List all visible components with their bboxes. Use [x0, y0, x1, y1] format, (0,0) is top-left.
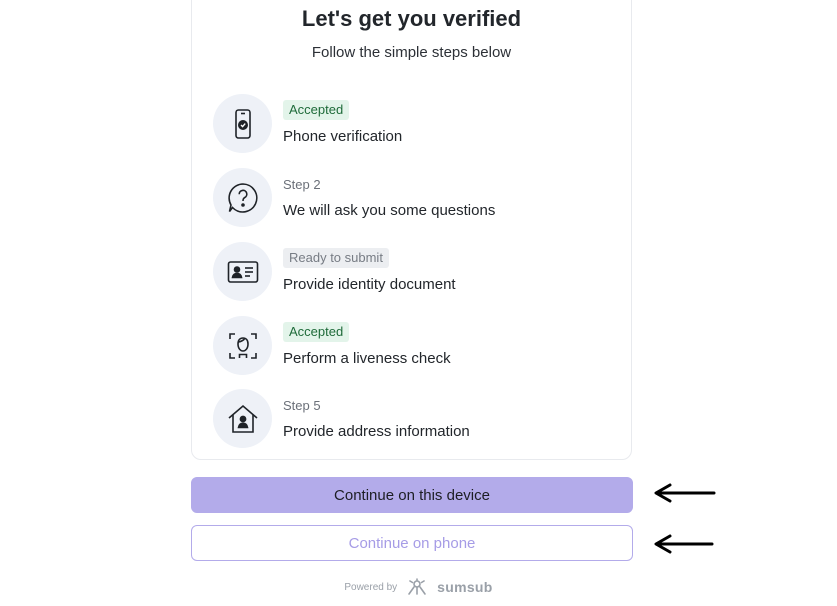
step-questions[interactable] [213, 168, 613, 228]
page-title: Let's get you verified [301, 6, 522, 31]
continue-on-this-device-button[interactable]: Continue on this device [191, 477, 633, 513]
verification-card [191, 0, 632, 460]
step-name: Provide address information [283, 423, 470, 440]
status-badge-ready: Ready to submit [283, 248, 389, 268]
sumsub-brand-label: sumsub [437, 579, 493, 595]
question-bubble-icon [213, 168, 272, 227]
phone-check-icon [213, 94, 272, 153]
powered-by-footer[interactable] [0, 578, 837, 596]
id-card-icon [213, 242, 272, 301]
step-identity-document[interactable] [213, 242, 613, 302]
status-badge-accepted: Accepted [283, 322, 349, 342]
step-label: Step 2 [283, 177, 321, 192]
step-label: Step 5 [283, 398, 321, 413]
step-name: Provide identity document [283, 276, 456, 293]
step-phone-verification[interactable] [213, 94, 613, 154]
page-subtitle: Follow the simple steps below [311, 44, 512, 61]
step-name: Perform a liveness check [283, 350, 451, 367]
continue-on-phone-button[interactable]: Continue on phone [191, 525, 633, 561]
step-name: We will ask you some questions [283, 202, 496, 219]
step-name: Phone verification [283, 128, 403, 145]
powered-by-label: Powered by [344, 581, 398, 593]
step-address-information[interactable] [213, 389, 613, 449]
arrow-left-icon [652, 534, 716, 554]
arrow-left-icon [652, 483, 716, 503]
face-scan-icon [213, 316, 272, 375]
sumsub-logo-icon [405, 578, 429, 596]
home-person-icon [213, 389, 272, 448]
step-liveness-check[interactable] [213, 316, 613, 376]
status-badge-accepted: Accepted [283, 100, 349, 120]
